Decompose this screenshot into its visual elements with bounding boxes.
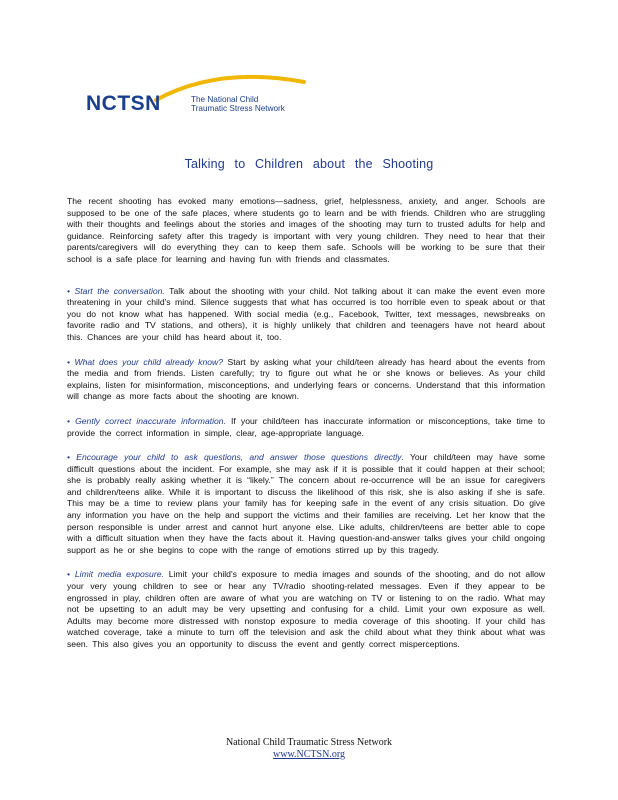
- bullet-text: . Your child/teen may have some difficult questions about the incident. For example, she may ask if it is possible that it could happen at their school; she is probably really asking whether it is “likely.” The concern about re-occurrence will be an issue for caregivers and children/teens alike. While it is important to discuss the likelihood of this risk, she is also asking if she is safe. This may be a time to review plans your family has for keeping safe in the event of any crisis situation. Do give any information you have on the help and support the victims and their families are receiving. Let her know that the person responsible is under arrest and cannot hurt anyone else. Like adults, children/teens are better able to cope with a difficult situation when they have the facts about it. Having question-and-answer talks gives your child ongoing support as he or she begins to cope with the range of emotions stirred up by this tragedy.: [67, 452, 545, 555]
- bullet-lead: Gently correct inaccurate information.: [75, 415, 226, 426]
- logo-subtitle: [191, 95, 285, 113]
- document-body: [67, 196, 545, 664]
- page-title: Talking to Children about the Shooting: [184, 157, 434, 171]
- bullet-marker: •: [67, 415, 71, 426]
- bullet-text: Limit your child's exposure to media images and sounds of the shooting, and do not allow your very young children to see or hear any TV/radio shooting-related messages. Even if they appear to be engrossed in play, children often are aware of what you are watching on TV or listening to on the radio. What may not be upsetting to an adult may be very upsetting and confusing for a child. Limit your own exposure as well. Adults may become more distressed with nonstop exposure to media coverage of this shooting. If your child has watched coverage, take a minute to turn off the television and ask the child about what they think about what was seen. This also gives you an opportunity to discuss the event and gently correct misperceptions.: [67, 569, 546, 649]
- bullet-text: Talk about the shooting with your child. Not talking about it can make the event even more threatening in your child's mind. Silence suggests that what has occurred is too horrible even to speak about or that you do not know what has happened. With social media (e.g., Facebook, Twitter, text messages, newsbreaks on favorite radio and TV stations, and others), it is highly unlikely that children and teenagers have not heard about this. Chances are your child has heard about it, too.: [67, 285, 545, 342]
- bullet-marker: •: [67, 285, 71, 296]
- bullet-paragraph: [67, 357, 545, 403]
- bullet-lead: What does your child already know?: [74, 356, 224, 367]
- bullet-paragraph: [67, 286, 545, 344]
- logo-subtitle-line2: Traumatic Stress Network: [191, 104, 285, 113]
- footer-org: National Child Traumatic Stress Network: [225, 737, 393, 748]
- bullet-text: If your child/teen has inaccurate information or misconceptions, take time to provide the correct information in simple, clear, age-appropriate language.: [67, 415, 545, 438]
- bullet-lead: Encourage your child to ask questions, and answer those questions directly: [76, 452, 402, 463]
- bullet-text: Start by asking what your child/teen already has heard about the events from the media and from friends. Listen carefully; try to figure out what he or she knows or believes. As your child explains, listen for misinformation, misconceptions, and underlying fears or concerns. Understand that this information will change as more facts about the shooting are known.: [67, 356, 545, 402]
- bullet-paragraph: [67, 416, 545, 439]
- logo-mark: NCTSN: [86, 92, 161, 115]
- bullet-lead: Start the conversation.: [74, 285, 165, 296]
- bullet-marker: •: [67, 452, 71, 463]
- intro-paragraph: The recent shooting has evoked many emotions—sadness, grief, helplessness, anxiety, and anger. Schools are supposed to be one of the safe places, where students go to learn and be with friends. Children who are struggling with their thoughts and feelings about the stories and images of the shooting may turn to trusted adults for help and guidance. Reinforcing safety after this tragedy is important with very young children. They need to hear that their parents/caregivers will do everything they can to keep them safe. Schools will be working to be sure that their school is a safe place for learning and having fun with friends and classmates.: [67, 196, 545, 264]
- logo-subtitle-line1: The National Child: [191, 95, 259, 104]
- bullet-marker: •: [67, 356, 71, 367]
- footer: [0, 737, 618, 761]
- bullet-lead: Limit media exposure.: [74, 569, 164, 580]
- bullet-paragraph: [67, 569, 545, 650]
- bullet-paragraph: [67, 452, 545, 556]
- footer-link[interactable]: www.NCTSN.org: [273, 749, 345, 760]
- bullet-marker: •: [67, 569, 71, 580]
